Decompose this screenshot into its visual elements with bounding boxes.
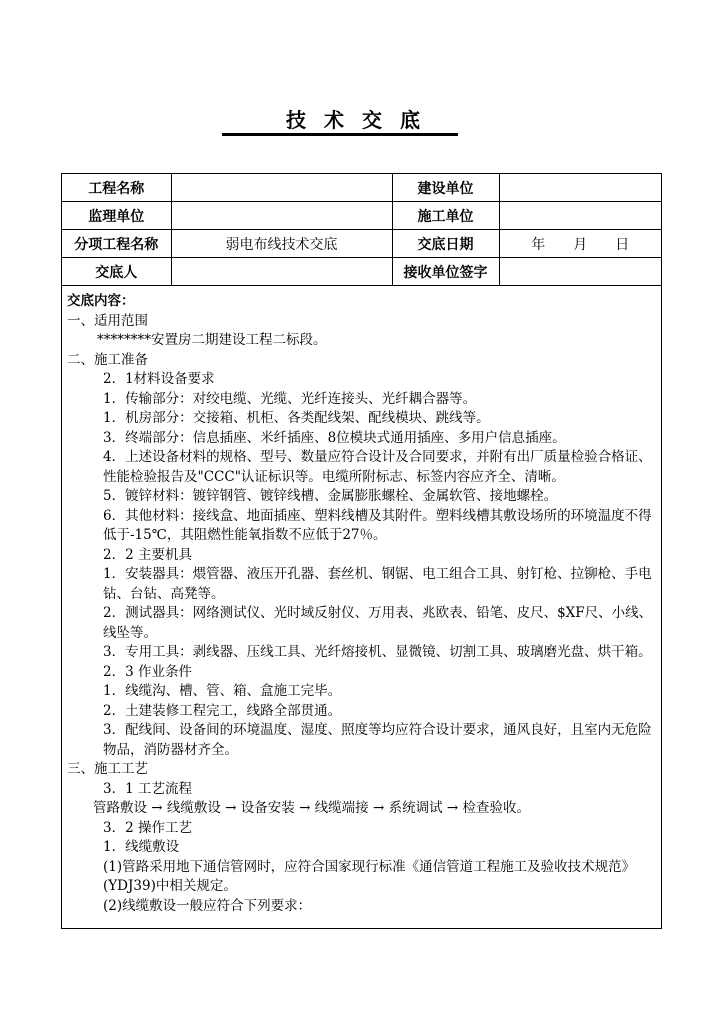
receiver-signature-label: 接收单位签字: [392, 258, 499, 286]
discloser-field[interactable]: [171, 258, 392, 286]
paragraph: (2)线缆敷设一般应符合下列要求：: [103, 897, 312, 914]
section-heading: 三、施工工艺: [67, 761, 148, 777]
subsection-heading: 3．2 操作工艺: [103, 819, 192, 836]
section-heading: 二、施工准备: [67, 351, 148, 368]
paragraph: 3．专用工具：剥线器、压线工具、光纤熔接机、显微镜、切割工具、玻璃磨光盘、烘干箱。: [103, 644, 652, 660]
contractor-unit-label: 施工单位: [392, 202, 499, 230]
paragraph: 2．测试器具：网络测试仪、光时域反射仪、万用表、兆欧表、铅笔、皮尺、$XF尺、小线、线坠等。: [103, 605, 653, 641]
paragraph: 5．镀锌材料：镀锌钢管、镀锌线槽、金属膨胀螺栓、金属软管、接地螺栓。: [103, 488, 558, 504]
disclosure-content: [62, 286, 661, 916]
paragraph: ********安置房二期建设工程二标段。: [97, 332, 327, 348]
receiver-signature-field[interactable]: [499, 258, 661, 286]
date-month: 月: [573, 236, 588, 253]
date-year: 年: [531, 236, 546, 253]
supervision-unit-field[interactable]: [171, 202, 392, 230]
subsection-heading: 3．1 工艺流程: [103, 780, 192, 797]
subproject-name-field[interactable]: 弱电布线技术交底: [171, 230, 392, 258]
construction-owner-label: 建设单位: [392, 174, 499, 202]
paragraph: 2．土建装修工程完工，线路全部贯通。: [103, 702, 342, 719]
process-flow: 管路敷设 → 线缆敷设 → 设备安装 → 线缆端接 → 系统调试 → 检查验收。: [93, 800, 530, 816]
paragraph: 3．终端部分：信息插座、米纤插座、8位模块式通用插座、多用户信息插座。: [103, 429, 566, 446]
contractor-unit-field[interactable]: [499, 202, 661, 230]
subsection-heading: 2．2 主要机具: [103, 546, 192, 563]
title-underline: [222, 133, 458, 136]
paragraph: 1．线缆沟、槽、管、箱、盒施工完毕。: [103, 683, 342, 699]
content-heading: 交底内容：: [67, 293, 135, 309]
project-info-table: [62, 174, 661, 286]
paragraph: 1．机房部分：交接箱、机柜、各类配线架、配线模块、跳线等。: [103, 410, 490, 426]
date-day: 日: [615, 236, 630, 253]
table-row: [62, 258, 661, 286]
disclosure-date-field[interactable]: [499, 230, 661, 258]
subsection-heading: 2．1材料设备要求: [103, 371, 215, 387]
paragraph: 6．其他材料：接线盒、地面插座、塑料线槽及其附件。塑料线槽其敷设场所的环境温度不得低于-15℃，其阻燃性能氧指数不应低于27％。: [103, 507, 652, 543]
disclosure-form: [61, 173, 662, 929]
paragraph: 1．线缆敷设: [103, 839, 180, 855]
paragraph: (1)管路采用地下通信管网时，应符合国家现行标准《通信管道工程施工及验收技术规范》(YDJ39)中相关规定。: [103, 858, 636, 894]
subproject-name-label: 分项工程名称: [62, 230, 171, 258]
table-row: [62, 230, 661, 258]
discloser-label: 交底人: [62, 258, 171, 286]
table-row: [62, 174, 661, 202]
section-heading: 一、适用范围: [67, 312, 148, 329]
paragraph: 1．安装器具：煨管器、液压开孔器、套丝机、钢锯、电工组合工具、射钉枪、拉铆枪、手电钻、台钻、高凳等。: [103, 566, 652, 602]
paragraph: 1．传输部分：对绞电缆、光缆、光纤连接头、光纤耦合器等。: [103, 390, 477, 407]
disclosure-date-label: 交底日期: [392, 230, 499, 258]
paragraph: 4．上述设备材料的规格、型号、数量应符合设计及合同要求，并附有出厂质量检验合格证、性能检验报告及"CCC"认证标识等。电缆所附标志、标签内容应齐全、清晰。: [103, 449, 652, 485]
construction-owner-field[interactable]: [499, 174, 661, 202]
paragraph: 3．配线间、设备间的环境温度、湿度、照度等均应符合设计要求，通风良好，且室内无危险物品，消防器材齐全。: [103, 722, 652, 758]
document-title: 技术交底: [286, 108, 438, 132]
project-name-label: 工程名称: [62, 174, 171, 202]
project-name-field[interactable]: [171, 174, 392, 202]
subsection-heading: 2．3 作业条件: [103, 663, 192, 680]
supervision-unit-label: 监理单位: [62, 202, 171, 230]
table-row: [62, 202, 661, 230]
